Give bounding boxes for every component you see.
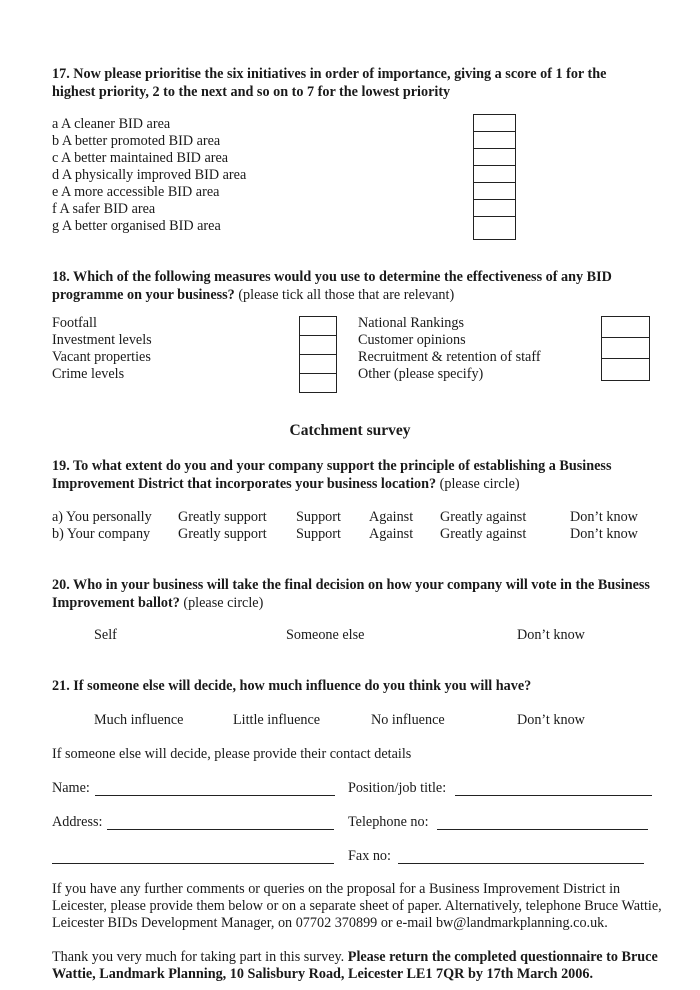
q19-question: 19. To what extent do you and your company support the principle of establishing a Business Improvement District that incorporates your business location? xyxy=(52,458,612,492)
q17-score-box-d[interactable] xyxy=(473,165,516,183)
position-field[interactable] xyxy=(455,795,652,796)
q17-option-f: f A safer BID area xyxy=(52,201,156,217)
q18-checkbox-crime[interactable] xyxy=(299,373,337,393)
q18-checkbox-recruitment[interactable] xyxy=(601,358,650,381)
q21-option-none[interactable]: No influence xyxy=(371,712,445,728)
q21-option-little[interactable]: Little influence xyxy=(233,712,321,728)
q19-note: (please circle) xyxy=(439,475,520,492)
return-instructions: Please return the completed questionnaire to Bruce Wattie, Landmark Planning, 10 Salisbury Road, Leicester LE1 7QR by 17th March 2006. xyxy=(52,949,658,982)
q19-option-against[interactable]: Against xyxy=(369,509,414,525)
section-title: Catchment survey xyxy=(289,422,411,439)
q17-option-a: a A cleaner BID area xyxy=(52,116,171,132)
q18-option-vacant: Vacant properties xyxy=(52,349,151,365)
address-field-line-2[interactable] xyxy=(52,863,334,864)
q17-option-c: c A better maintained BID area xyxy=(52,150,229,166)
q18-checkbox-rankings[interactable] xyxy=(601,316,650,338)
q17-score-box-e[interactable] xyxy=(473,182,516,200)
q18-option-recruitment: Recruitment & retention of staff xyxy=(358,349,541,365)
q19-question-block xyxy=(52,458,652,493)
q18-option-crime: Crime levels xyxy=(52,366,125,382)
q19-option-greatly-support[interactable]: Greatly support xyxy=(178,509,267,525)
name-field[interactable] xyxy=(95,795,335,796)
q20-question-block xyxy=(52,577,652,612)
q18-option-rankings: National Rankings xyxy=(358,315,464,331)
q18-checkbox-investment[interactable] xyxy=(299,335,337,355)
q20-option-someone-else[interactable]: Someone else xyxy=(286,627,365,643)
q19-option-support[interactable]: Support xyxy=(296,509,341,525)
q19-row-label: a) You personally xyxy=(52,509,152,525)
position-label: Position/job title: xyxy=(348,780,447,796)
q17-option-e: e A more accessible BID area xyxy=(52,184,220,200)
q18-option-other: Other (please specify) xyxy=(358,366,484,382)
q19-row-label: b) Your company xyxy=(52,526,151,542)
return-paragraph xyxy=(52,949,662,983)
name-label: Name: xyxy=(52,780,90,796)
q19-option-against[interactable]: Against xyxy=(369,526,414,542)
q20-question: 20. Who in your business will take the final decision on how your company will vote in the Business Improvement ballot? xyxy=(52,577,650,611)
q18-question: 18. Which of the following measures would you use to determine the effectiveness of any BID programme on your business? xyxy=(52,269,612,303)
q19-option-greatly-against[interactable]: Greatly against xyxy=(440,526,527,542)
q19-option-dont-know[interactable]: Don’t know xyxy=(570,526,638,542)
q17-score-box-b[interactable] xyxy=(473,131,516,149)
thanks-text: Thank you very much for taking part in this survey. xyxy=(52,949,345,965)
q18-note: (please tick all those that are relevant) xyxy=(238,286,455,303)
q18-checkbox-footfall[interactable] xyxy=(299,316,337,336)
q21-question: 21. If someone else will decide, how much influence do you think you will have? xyxy=(52,678,532,694)
fax-label: Fax no: xyxy=(348,848,391,864)
q19-option-greatly-support[interactable]: Greatly support xyxy=(178,526,267,542)
address-label: Address: xyxy=(52,814,103,830)
q17-score-box-g[interactable] xyxy=(473,216,516,240)
q18-option-footfall: Footfall xyxy=(52,315,97,331)
telephone-label: Telephone no: xyxy=(348,814,429,830)
q18-option-investment: Investment levels xyxy=(52,332,152,348)
address-field[interactable] xyxy=(107,829,334,830)
q18-checkbox-customer[interactable] xyxy=(601,337,650,359)
comments-paragraph: If you have any further comments or queries on the proposal for a Business Improvement District in Leicester, please provide them below or on a separate sheet of paper. Alternatively, telephone Bruce Wattie, Leicester BIDs Development Manager, on 07702 370899 or e-mail bw@landmarkplanning.co.uk. xyxy=(52,881,662,931)
telephone-field[interactable] xyxy=(437,829,648,830)
q17-option-d: d A physically improved BID area xyxy=(52,167,247,183)
q17-score-box-a[interactable] xyxy=(473,114,516,132)
q19-option-greatly-against[interactable]: Greatly against xyxy=(440,509,527,525)
q20-note: (please circle) xyxy=(183,594,264,611)
q18-checkbox-vacant[interactable] xyxy=(299,354,337,374)
q17-option-g: g A better organised BID area xyxy=(52,218,221,234)
q17-question: 17. Now please prioritise the six initiatives in order of importance, giving a score of 1 for the highest priority, 2 to the next and so on to 7 for the lowest priority xyxy=(52,66,607,100)
contact-intro: If someone else will decide, please provide their contact details xyxy=(52,746,412,762)
q20-option-self[interactable]: Self xyxy=(94,627,117,643)
q21-option-dont-know[interactable]: Don’t know xyxy=(517,712,585,728)
q17-score-box-f[interactable] xyxy=(473,199,516,217)
fax-field[interactable] xyxy=(398,863,644,864)
q19-option-dont-know[interactable]: Don’t know xyxy=(570,509,638,525)
q19-option-support[interactable]: Support xyxy=(296,526,341,542)
q20-option-dont-know[interactable]: Don’t know xyxy=(517,627,585,643)
q18-option-customer: Customer opinions xyxy=(358,332,466,348)
q17-score-box-c[interactable] xyxy=(473,148,516,166)
q21-option-much[interactable]: Much influence xyxy=(94,712,184,728)
q18-question-block xyxy=(52,269,652,304)
q17-option-b: b A better promoted BID area xyxy=(52,133,221,149)
